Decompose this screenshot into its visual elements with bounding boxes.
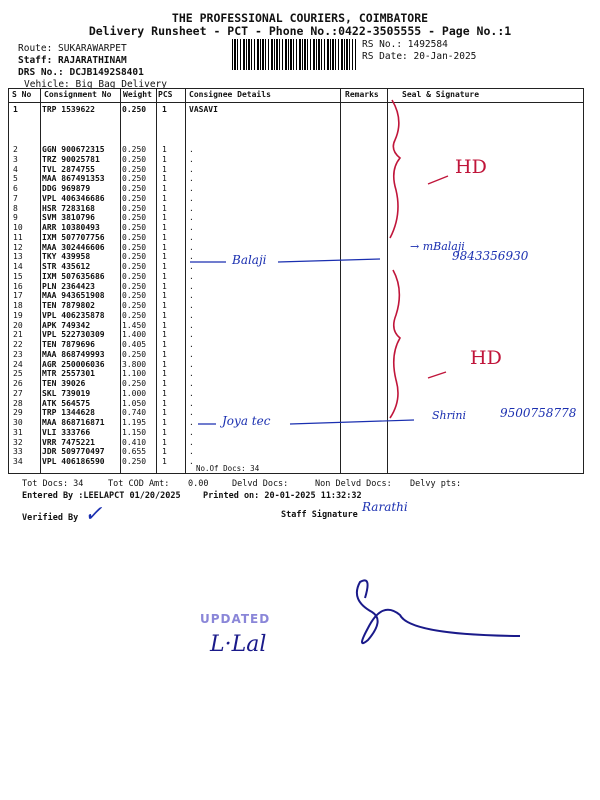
cell-pcs: 1 xyxy=(162,359,167,369)
cell-sno: 7 xyxy=(13,193,18,203)
cell-pcs: 1 xyxy=(162,193,167,203)
delvd-docs: Delvd Docs: xyxy=(232,479,289,489)
cell-pcs: 1 xyxy=(162,184,167,193)
cell-consignment-no: TEN 39026 xyxy=(42,379,86,388)
cell-sno: 33 xyxy=(13,447,23,457)
cell-sno: 10 xyxy=(13,223,23,232)
cell-consignee: . xyxy=(189,418,194,427)
route-label: Route: SUKARAWARPET xyxy=(18,43,127,54)
cell-consignee: . xyxy=(189,447,194,457)
cell-consignment-no: MAA 867491353 xyxy=(42,174,105,184)
cell-pcs: 1 xyxy=(162,301,167,310)
cell-consignee: . xyxy=(189,301,194,310)
cell-pcs: 1 xyxy=(162,408,167,418)
cell-consignment-no: TVL 2874755 xyxy=(42,164,95,174)
cell-consignment-no: TKY 439958 xyxy=(42,252,91,262)
cell-sno: 13 xyxy=(13,252,23,262)
cell-sno: 23 xyxy=(13,349,23,359)
cell-sno: 15 xyxy=(13,271,23,281)
cell-pcs: 1 xyxy=(162,320,167,330)
cell-sno: 20 xyxy=(13,320,23,330)
cell-consignee: . xyxy=(189,232,194,242)
cell-consignee: . xyxy=(189,242,194,252)
col-weight: Weight xyxy=(123,90,152,99)
cell-weight: 0.250 xyxy=(122,223,147,232)
cell-consignee: . xyxy=(189,340,194,349)
cell-sno: 9 xyxy=(13,213,18,223)
cell-consignment-no: GGN 900672315 xyxy=(42,145,105,154)
cell-consignee: . xyxy=(189,310,194,320)
cell-weight: 0.250 xyxy=(122,203,147,213)
cell-pcs: 1 xyxy=(162,252,167,262)
handwritten-phone-2: 9500758778 xyxy=(500,406,577,420)
cell-weight: 0.250 xyxy=(122,174,147,184)
rs-number: RS No.: 1492584 xyxy=(362,39,448,50)
tot-cod-label: Tot COD Amt: xyxy=(108,479,170,489)
cell-weight: 0.250 xyxy=(122,310,147,320)
col-sno: S No xyxy=(12,90,32,99)
cell-pcs: 1 xyxy=(162,271,167,281)
cell-consignment-no: DDG 969879 xyxy=(42,184,91,193)
cell-consignee: . xyxy=(189,457,194,466)
cell-weight: 0.250 xyxy=(122,145,147,154)
non-delvd-docs: Non Delvd Docs: xyxy=(315,479,392,489)
cell-consignee: . xyxy=(189,437,194,447)
cell-pcs: 1 xyxy=(162,164,167,174)
cell-sno: 5 xyxy=(13,174,18,184)
col-pcs: PCS xyxy=(158,90,173,99)
cell-sno: 27 xyxy=(13,388,23,398)
cell-consignee: . xyxy=(189,203,194,213)
cell-consignment-no: IXM 507635686 xyxy=(42,271,105,281)
cell-sno: 30 xyxy=(13,418,23,427)
cell-consignee: . xyxy=(189,164,194,174)
cell-consignment-no: MAA 302446606 xyxy=(42,242,105,252)
col-consignee: Consignee Details xyxy=(189,90,271,99)
cell-consignment-no: HSR 7283168 xyxy=(42,203,95,213)
cell-consignment-no: TEN 7879696 xyxy=(42,340,95,349)
cell-consignee: . xyxy=(189,174,194,184)
cell-sno: 14 xyxy=(13,262,23,271)
cell-consignee: . xyxy=(189,427,194,437)
cell-consignment-no: JDR 509770497 xyxy=(42,447,105,457)
cell-weight: 0.250 xyxy=(122,193,147,203)
cell-consignment-no: TEN 7879802 xyxy=(42,301,95,310)
handwritten-shrini: Shrini xyxy=(432,409,466,422)
cell-consignee: . xyxy=(189,281,194,291)
cell-weight: 0.250 xyxy=(122,105,147,114)
drs-number: DRS No.: DCJB1492S8401 xyxy=(18,67,144,78)
cell-weight: 0.250 xyxy=(122,291,147,301)
cell-consignment-no: ARR 10380493 xyxy=(42,223,100,232)
handwritten-balaji: Balaji xyxy=(232,253,267,267)
cell-sno: 26 xyxy=(13,379,23,388)
cell-consignment-no: VPL 522730309 xyxy=(42,330,105,340)
cell-weight: 0.250 xyxy=(122,379,147,388)
cell-consignee: . xyxy=(189,398,194,408)
cell-consignment-no: VLI 333766 xyxy=(42,427,91,437)
cell-pcs: 1 xyxy=(162,232,167,242)
cell-sno: 18 xyxy=(13,301,23,310)
cell-consignee: . xyxy=(189,359,194,369)
cell-weight: 0.250 xyxy=(122,262,147,271)
cell-pcs: 1 xyxy=(162,242,167,252)
cell-sno: 22 xyxy=(13,340,23,349)
cell-consignment-no: TRP 1344628 xyxy=(42,408,95,418)
cell-weight: 0.655 xyxy=(122,447,147,457)
cell-consignee: . xyxy=(189,271,194,281)
verified-by-label: Verified By xyxy=(22,513,79,523)
cell-consignment-no: TRP 1539622 xyxy=(42,105,95,114)
hd-mark-middle: HD xyxy=(470,347,502,369)
col-consignment: Consignment No xyxy=(44,90,112,99)
stamp-initials: L·Lal xyxy=(210,632,267,657)
cell-pcs: 1 xyxy=(162,262,167,271)
cell-weight: 0.250 xyxy=(122,184,147,193)
cell-consignment-no: MTR 2557301 xyxy=(42,369,95,379)
handwritten-phone-1: 9843356930 xyxy=(452,249,529,263)
cell-weight: 1.000 xyxy=(122,388,147,398)
cell-pcs: 1 xyxy=(162,105,167,114)
cell-consignee: . xyxy=(189,213,194,223)
company-title: THE PROFESSIONAL COURIERS, COIMBATORE xyxy=(171,11,429,25)
cell-consignment-no: MAA 868716871 xyxy=(42,418,105,427)
cell-pcs: 1 xyxy=(162,437,167,447)
cell-pcs: 1 xyxy=(162,291,167,301)
cell-sno: 16 xyxy=(13,281,23,291)
staff-label: Staff: RAJARATHINAM xyxy=(18,55,127,66)
cell-consignee: . xyxy=(189,330,194,340)
cell-weight: 0.250 xyxy=(122,252,147,262)
cell-weight: 0.250 xyxy=(122,232,147,242)
cell-consignment-no: ATK 564575 xyxy=(42,398,91,408)
cell-weight: 0.250 xyxy=(122,271,147,281)
cell-consignee: . xyxy=(189,291,194,301)
cell-pcs: 1 xyxy=(162,145,167,154)
cell-weight: 0.405 xyxy=(122,340,147,349)
cell-sno: 2 xyxy=(13,145,18,154)
cell-consignment-no: STR 435612 xyxy=(42,262,91,271)
cell-consignment-no: VPL 406235878 xyxy=(42,310,105,320)
staff-signature-label: Staff Signature xyxy=(281,510,358,520)
cell-consignment-no: VPL 406186590 xyxy=(42,457,105,466)
cell-sno: 24 xyxy=(13,359,23,369)
cell-pcs: 1 xyxy=(162,310,167,320)
cell-consignment-no: VRR 7475221 xyxy=(42,437,95,447)
rs-date: RS Date: 20-Jan-2025 xyxy=(362,51,477,62)
cell-consignee: . xyxy=(189,154,194,164)
cell-weight: 1.100 xyxy=(122,369,147,379)
cell-weight: 3.800 xyxy=(122,359,147,369)
cell-sno: 8 xyxy=(13,203,18,213)
cell-pcs: 1 xyxy=(162,340,167,349)
cell-consignment-no: MAA 868749993 xyxy=(42,349,105,359)
cell-sno: 29 xyxy=(13,408,23,418)
cell-sno: 6 xyxy=(13,184,18,193)
cell-weight: 0.410 xyxy=(122,437,147,447)
cell-pcs: 1 xyxy=(162,369,167,379)
cell-sno: 31 xyxy=(13,427,23,437)
cell-consignment-no: PLN 2364423 xyxy=(42,281,95,291)
runsheet-subtitle: Delivery Runsheet - PCT - Phone No.:0422-3505555 - Page No.:1 xyxy=(88,24,512,38)
cell-pcs: 1 xyxy=(162,457,167,466)
cell-weight: 1.450 xyxy=(122,320,147,330)
cell-weight: 0.740 xyxy=(122,408,147,418)
cell-pcs: 1 xyxy=(162,447,167,457)
cell-sno: 28 xyxy=(13,398,23,408)
cell-sno: 3 xyxy=(13,154,18,164)
cell-consignment-no: AGR 250006036 xyxy=(42,359,105,369)
cell-consignee: . xyxy=(189,408,194,418)
cell-weight: 0.250 xyxy=(122,164,147,174)
cell-sno: 32 xyxy=(13,437,23,447)
cell-pcs: 1 xyxy=(162,398,167,408)
cell-consignee: . xyxy=(189,145,194,154)
cell-sno: 1 xyxy=(13,105,18,114)
cell-pcs: 1 xyxy=(162,174,167,184)
cell-weight: 1.050 xyxy=(122,398,147,408)
cell-sno: 4 xyxy=(13,164,18,174)
cell-consignee: VASAVI xyxy=(189,105,218,114)
cell-pcs: 1 xyxy=(162,330,167,340)
handwritten-joyatec: Joya tec xyxy=(222,414,271,428)
cell-consignment-no: APK 749342 xyxy=(42,320,91,330)
cell-consignment-no: TRZ 90025781 xyxy=(42,154,100,164)
cell-consignee: . xyxy=(189,388,194,398)
cell-pcs: 1 xyxy=(162,223,167,232)
cell-sno: 21 xyxy=(13,330,23,340)
delvy-pts: Delvy pts: xyxy=(410,479,462,489)
cell-sno: 12 xyxy=(13,242,23,252)
cell-weight: 0.250 xyxy=(122,154,147,164)
cell-sno: 19 xyxy=(13,310,23,320)
cell-consignment-no: MAA 943651908 xyxy=(42,291,105,301)
cell-consignment-no: SVM 3810796 xyxy=(42,213,95,223)
cell-weight: 0.250 xyxy=(122,349,147,359)
cell-sno: 34 xyxy=(13,457,23,466)
tot-docs: Tot Docs: 34 xyxy=(22,479,84,489)
cell-weight: 0.250 xyxy=(122,213,147,223)
cell-weight: 0.250 xyxy=(122,301,147,310)
cell-pcs: 1 xyxy=(162,388,167,398)
col-remarks: Remarks xyxy=(345,90,379,99)
handwritten-mbalaji: → mBalaji xyxy=(410,240,465,253)
cell-pcs: 1 xyxy=(162,418,167,427)
cell-weight: 0.250 xyxy=(122,242,147,252)
cell-weight: 0.250 xyxy=(122,281,147,291)
cell-consignee: . xyxy=(189,193,194,203)
cell-consignment-no: VPL 406346686 xyxy=(42,193,105,203)
cell-consignment-no: SKL 739019 xyxy=(42,388,91,398)
cell-sno: 11 xyxy=(13,232,23,242)
cell-weight: 1.195 xyxy=(122,418,147,427)
staff-signature-handwritten: Rarathi xyxy=(362,500,408,514)
cell-consignee: . xyxy=(189,379,194,388)
cell-consignee: . xyxy=(189,369,194,379)
cell-pcs: 1 xyxy=(162,379,167,388)
cell-pcs: 1 xyxy=(162,281,167,291)
entered-by: Entered By :LEELAPCT 01/20/2025 xyxy=(22,491,181,501)
hd-mark-top: HD xyxy=(455,156,487,178)
tot-cod-amount: 0.00 xyxy=(188,479,209,489)
cell-consignment-no: IXM 507707756 xyxy=(42,232,105,242)
cell-consignee: . xyxy=(189,349,194,359)
cell-pcs: 1 xyxy=(162,154,167,164)
cell-consignee: . xyxy=(189,262,194,271)
printed-on: Printed on: 20-01-2025 11:32:32 xyxy=(203,491,362,501)
verified-checkmark: ✓ xyxy=(84,502,103,527)
cell-sno: 25 xyxy=(13,369,23,379)
cell-pcs: 1 xyxy=(162,203,167,213)
col-seal-signature: Seal & Signature xyxy=(402,90,480,99)
cell-sno: 17 xyxy=(13,291,23,301)
vehicle-label: Vehicle: Big Bag Delivery xyxy=(24,79,167,90)
cell-weight: 1.150 xyxy=(122,427,147,437)
cell-weight: 0.250 xyxy=(122,457,147,466)
cell-consignee: . xyxy=(189,223,194,232)
cell-consignee: . xyxy=(189,184,194,193)
cell-pcs: 1 xyxy=(162,349,167,359)
cell-consignee: . xyxy=(189,252,194,262)
cell-consignee: . xyxy=(189,320,194,330)
cell-pcs: 1 xyxy=(162,213,167,223)
no-of-docs: No.Of Docs: 34 xyxy=(196,464,260,473)
cell-weight: 1.400 xyxy=(122,330,147,340)
cell-pcs: 1 xyxy=(162,427,167,437)
updated-stamp: UPDATED xyxy=(200,612,271,626)
